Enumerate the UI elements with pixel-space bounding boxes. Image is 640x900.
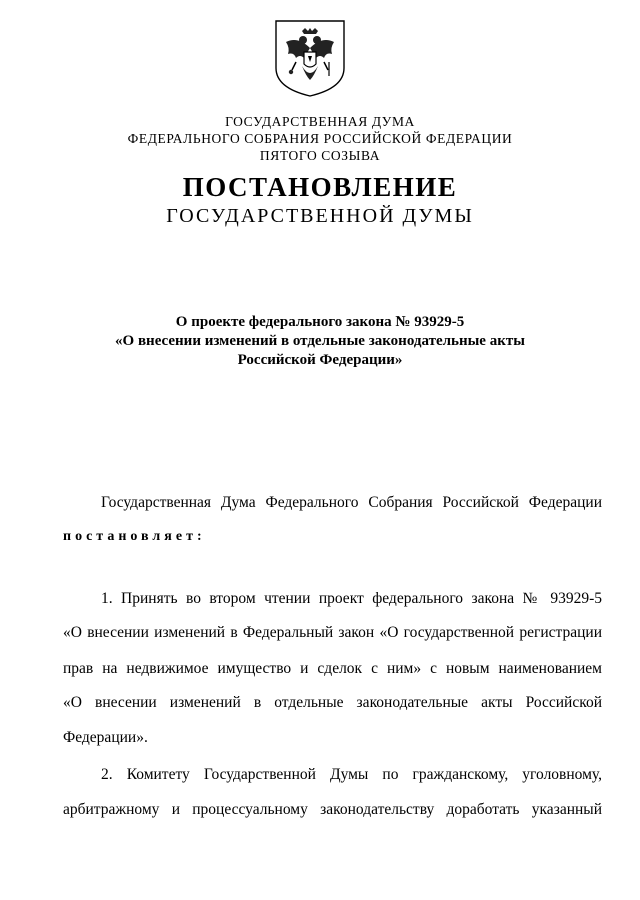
item1-line4: «О внесении изменений в отдельные законодательные акты Российской: [63, 694, 602, 711]
item2-line1: 2. Комитету Государственной Думы по гражданскому, уголовному,: [101, 766, 602, 783]
preamble-text: Государственная Дума Федерального Собрания Российской Федерации: [101, 494, 602, 511]
org-name-line2: ФЕДЕРАЛЬНОГО СОБРАНИЯ РОССИЙСКОЙ ФЕДЕРАЦИИ: [127, 131, 513, 146]
resolves-keyword: постановляет:: [63, 529, 206, 544]
item1-line3: прав на недвижимое имущество и сделок с ним» с новым наименованием: [63, 660, 602, 677]
subject-line3: Российской Федерации»: [237, 352, 403, 368]
item1-line2: «О внесении изменений в Федеральный закон «О государственной регистрации: [63, 624, 602, 641]
org-name-line1: ГОСУДАРСТВЕННАЯ ДУМА: [225, 114, 415, 129]
item1-line5: Федерации».: [63, 729, 148, 746]
document-type-subtitle: ГОСУДАРСТВЕННОЙ ДУМЫ: [166, 205, 474, 227]
coat-of-arms-emblem: [272, 18, 348, 98]
item1-line1: 1. Принять во втором чтении проект федерального закона № 93929-5: [101, 590, 602, 607]
convocation-line: ПЯТОГО СОЗЫВА: [259, 148, 381, 163]
item2-line2: арбитражному и процессуальному законодательству доработать указанный: [63, 801, 602, 818]
subject-line1: О проекте федерального закона № 93929-5: [175, 314, 465, 330]
document-type-title: ПОСТАНОВЛЕНИЕ: [182, 172, 458, 202]
subject-line2: «О внесении изменений в отдельные законодательные акты: [115, 333, 525, 349]
